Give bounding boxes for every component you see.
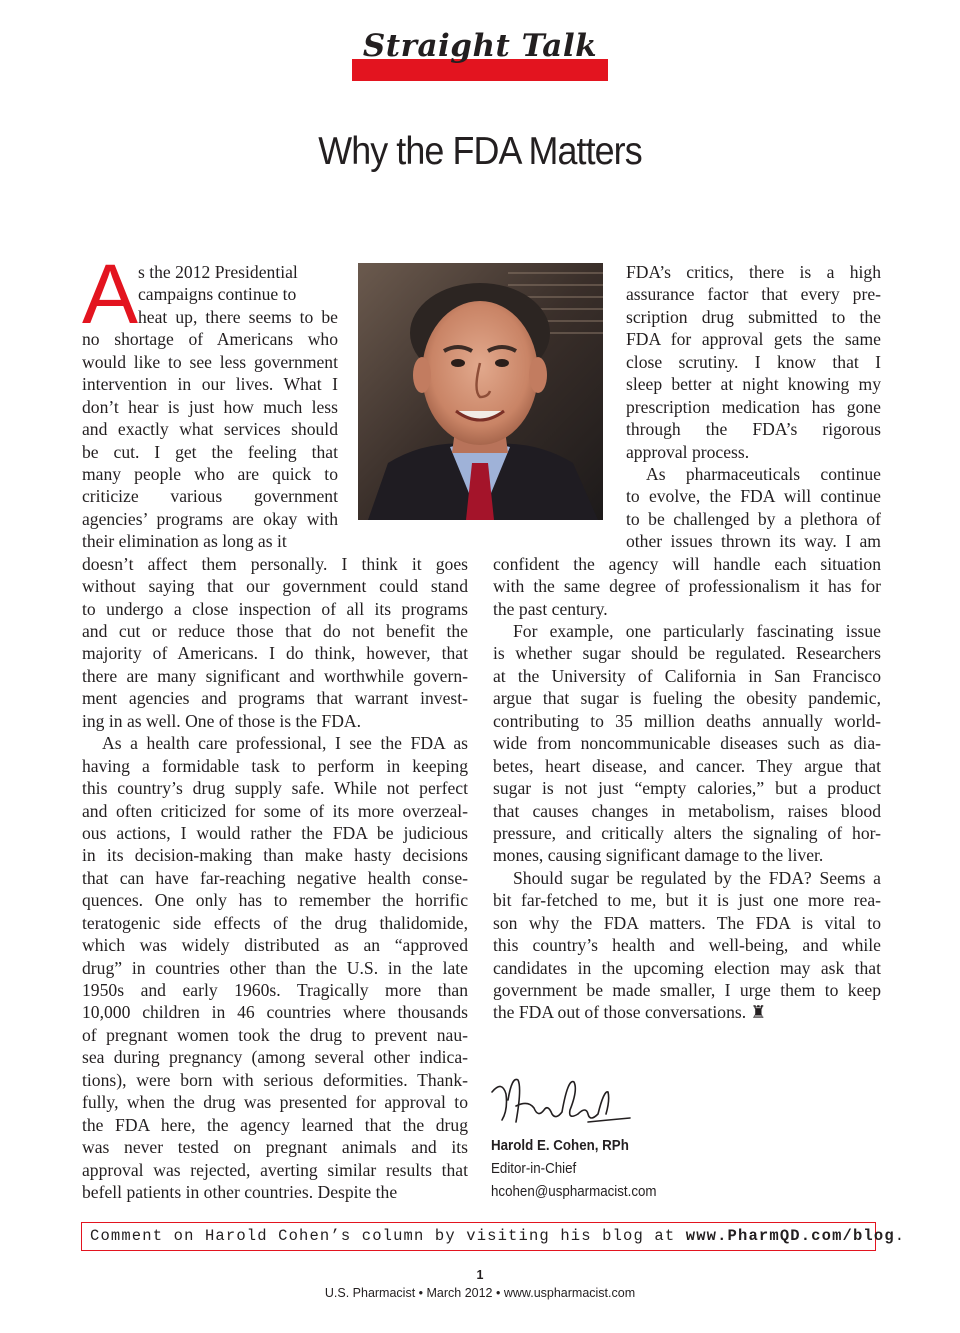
article-line: other issues thrown its way. I am — [626, 531, 881, 552]
article-line: the FDA out of those conversations. ♜ — [493, 1002, 767, 1023]
article-line: betes, heart disease, and cancer. They argue that — [493, 755, 881, 776]
article-line: FDA’s critics, there is a high — [626, 262, 881, 282]
article-line: this country’s drug supply safe. While not perfect — [82, 778, 468, 799]
article-line: fully, when the drug was presented for approval to — [82, 1092, 468, 1113]
publication-footer: U.S. Pharmacist • March 2012 • www.uspharmacist.com — [324, 1286, 636, 1300]
article-line: argue that sugar is fueling the obesity pandemic, — [493, 688, 881, 709]
article-line: approval process. — [626, 441, 750, 462]
page-number: 1 — [476, 1268, 484, 1282]
article-line: campaigns continue to — [138, 284, 297, 305]
comment-callout — [81, 1222, 906, 1251]
article-line: assurance factor that every pre- — [626, 284, 881, 305]
article-right-column — [493, 261, 881, 1024]
article-line: ing in as well. One of those is the FDA. — [82, 710, 362, 731]
article-line: befell patients in other countries. Despite the — [82, 1181, 398, 1202]
article-line: and often criticized for some of its more overzeal- — [82, 800, 468, 821]
article-line: having a formidable task to perform in keeping — [82, 755, 468, 776]
article-line: 10,000 children in 46 countries where thousands — [82, 1002, 468, 1023]
article-line: For example, one particularly fascinating issue — [513, 621, 881, 641]
article-line: candidates in the upcoming election may ask that — [493, 957, 881, 978]
article-line: be cut. I get the feeling that — [82, 441, 338, 462]
comment-suffix: . — [894, 1227, 906, 1245]
article-line: there are many significant and worthwhile govern- — [82, 665, 468, 686]
article-line: son why the FDA matters. The FDA is vital to — [493, 912, 881, 933]
article-line: of pregnant women took the drug to prevent nau- — [82, 1024, 468, 1045]
article-line: contributing to 35 million deaths annually world- — [493, 710, 881, 731]
article-line: to evolve, the FDA will continue — [626, 486, 881, 507]
article-line: heat up, there seems to be — [138, 306, 338, 327]
article-line: As pharmaceuticals continue — [646, 463, 881, 484]
article-line: teratogenic side effects of the drug thalidomide, — [82, 912, 468, 933]
article-line: to undergo a close inspection of all its programs — [82, 598, 468, 619]
article-line: the FDA here, the agency learned that the drug — [82, 1114, 468, 1135]
article-line: s the 2012 Presidential — [138, 262, 298, 282]
section-title: Straight Talk — [362, 28, 598, 64]
article-line: that can have far-reaching negative health conse- — [82, 867, 468, 888]
blog-link[interactable]: www.PharmQD.com/blog — [685, 1227, 895, 1245]
article-line: sea during pregnancy (among several other indica- — [82, 1047, 468, 1068]
article-line: Should sugar be regulated by the FDA? Seems a — [513, 867, 881, 888]
author-name: Harold E. Cohen, RPh — [491, 1138, 629, 1154]
article-line: approval was rejected, averting similar results that — [82, 1159, 468, 1180]
comment-text: Comment on Harold Cohen’s column by visiting his blog at — [90, 1227, 686, 1245]
article-line: that causes changes in metabolism, raises blood — [493, 800, 881, 821]
page-title: Why the FDA Matters — [318, 130, 642, 173]
author-signature — [488, 1070, 638, 1128]
article-line: this country’s health and well-being, and while — [493, 935, 881, 956]
article-line: intervention in our lives. What I — [82, 374, 338, 395]
article-line: drug” in countries other than the U.S. in the late — [82, 957, 468, 978]
article-line: As a health care professional, I see the FDA as — [102, 733, 468, 754]
article-line: in its decision-making than make hasty decisions — [82, 845, 468, 866]
article-line: 1950s and early 1960s. Tragically more than — [82, 980, 468, 1000]
article-line: ous actions, I would rather the FDA be judicious — [82, 822, 468, 843]
article-line: would like to see less government — [82, 351, 338, 372]
article-line: mones, causing significant damage to the liver. — [493, 845, 824, 866]
article-line: to be challenged by a plethora of — [626, 508, 881, 529]
article-line: ment agencies and programs that warrant invest- — [82, 688, 468, 709]
article-line: and cut or reduce those that do not benefit the — [82, 621, 468, 641]
article-line: close scrutiny. I know that I — [626, 351, 881, 372]
article-line: their elimination as long as it — [82, 531, 287, 552]
article-line: bit far-fetched to me, but it is just one more rea- — [493, 890, 881, 911]
drop-cap: A — [82, 247, 139, 341]
article-line: sugar is not just “empty calories,” but a product — [493, 778, 881, 799]
article-line: criticize various government — [82, 486, 338, 507]
article-line: don’t hear is just how much less — [82, 396, 338, 417]
article-line: agencies’ programs are okay with — [82, 508, 338, 529]
article-line: confident the agency will handle each situation — [493, 553, 881, 574]
article-line: government be made smaller, I urge them to keep — [493, 980, 881, 1000]
article-line: is whether sugar should be regulated. Researchers — [493, 643, 881, 664]
article-line: which was widely distributed as an “approved — [82, 935, 468, 956]
article-line: majority of Americans. I do think, however, that — [82, 643, 468, 664]
article-line: was never tested on pregnant animals and its — [82, 1137, 468, 1158]
article-line: prescription medication has gone — [626, 396, 881, 417]
article-line: sleep better at night knowing my — [626, 374, 881, 395]
article-line: at the University of California in San Francisco — [493, 665, 881, 686]
article-line: without saying that our government could stand — [82, 576, 468, 597]
article-line: pressure, and critically alters the signaling of hor- — [493, 822, 881, 843]
article-line: wide from noncommunicable diseases such as dia- — [493, 733, 881, 754]
article-line: with the same degree of professionalism it has for — [493, 576, 881, 597]
article-line: tions), were born with serious deformities. Thank- — [82, 1069, 468, 1090]
article-line: through the FDA’s rigorous — [626, 419, 881, 440]
article-line: no shortage of Americans who — [82, 329, 338, 350]
article-line: FDA for approval gets the same — [626, 329, 881, 350]
author-role: Editor-in-Chief — [491, 1161, 577, 1177]
article-line: and exactly what services should — [82, 419, 338, 440]
article-line: quences. One only has to remember the horrific — [82, 890, 468, 911]
article-line: doesn’t affect them personally. I think it goes — [82, 553, 468, 574]
article-line: scription drug submitted to the — [626, 306, 881, 327]
author-email[interactable]: hcohen@uspharmacist.com — [491, 1184, 657, 1200]
article-line: many people who are quick to — [82, 463, 338, 484]
article-line: the past century. — [493, 598, 608, 619]
